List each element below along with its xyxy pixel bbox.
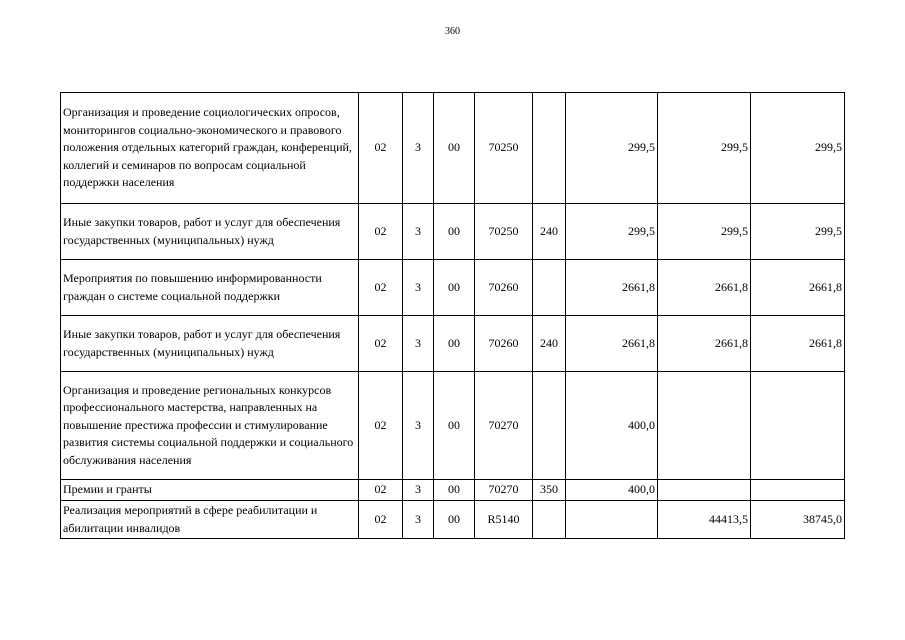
page-number: 360 (445, 26, 460, 37)
value-cell (658, 372, 751, 480)
code-cell (533, 93, 566, 204)
code-cell: 00 (434, 501, 475, 539)
code-cell (533, 501, 566, 539)
code-cell: 00 (434, 316, 475, 372)
table-row (61, 260, 845, 316)
code-cell: 70270 (475, 480, 533, 501)
row-name: Организация и проведение региональных конкурсов профессионального мастерства, направленных на повышение престижа профессии и стимулирование развития системы социальной поддержки и социального обслуживания населения (61, 372, 359, 480)
code-cell: 00 (434, 480, 475, 501)
value-cell: 2661,8 (658, 260, 751, 316)
value-cell: 299,5 (566, 204, 658, 260)
code-cell: 00 (434, 260, 475, 316)
value-cell (751, 480, 845, 501)
table-row (61, 93, 845, 204)
value-cell: 299,5 (658, 93, 751, 204)
code-cell: 3 (403, 480, 434, 501)
value-cell: 299,5 (751, 93, 845, 204)
table-row (61, 316, 845, 372)
code-cell: 02 (359, 316, 403, 372)
table-row (61, 204, 845, 260)
code-cell: 70250 (475, 93, 533, 204)
value-cell: 400,0 (566, 480, 658, 501)
table-row (61, 501, 845, 539)
code-cell (533, 260, 566, 316)
code-cell: 3 (403, 501, 434, 539)
value-cell: 2661,8 (566, 316, 658, 372)
code-cell: 70260 (475, 260, 533, 316)
value-cell: 400,0 (566, 372, 658, 480)
code-cell: R5140 (475, 501, 533, 539)
code-cell: 02 (359, 204, 403, 260)
value-cell (566, 501, 658, 539)
code-cell: 00 (434, 204, 475, 260)
row-name: Организация и проведение социологических опросов, мониторингов социально-экономического и правового положения отдельных категорий граждан, конференций, коллегий и семинаров по вопросам социальной поддержки населения (61, 93, 359, 204)
code-cell: 350 (533, 480, 566, 501)
value-cell: 2661,8 (751, 260, 845, 316)
code-cell: 70270 (475, 372, 533, 480)
code-cell: 3 (403, 316, 434, 372)
code-cell: 00 (434, 372, 475, 480)
value-cell: 2661,8 (658, 316, 751, 372)
value-cell: 299,5 (658, 204, 751, 260)
code-cell: 02 (359, 501, 403, 539)
code-cell: 02 (359, 480, 403, 501)
budget-table (60, 92, 845, 539)
row-name: Реализация мероприятий в сфере реабилитации и абилитации инвалидов (61, 501, 359, 539)
code-cell: 02 (359, 372, 403, 480)
row-name: Мероприятия по повышению информированности граждан о системе социальной поддержки (61, 260, 359, 316)
value-cell (658, 480, 751, 501)
code-cell (533, 372, 566, 480)
value-cell: 2661,8 (751, 316, 845, 372)
value-cell: 38745,0 (751, 501, 845, 539)
code-cell: 3 (403, 260, 434, 316)
code-cell: 3 (403, 93, 434, 204)
code-cell: 240 (533, 204, 566, 260)
value-cell (751, 372, 845, 480)
value-cell: 299,5 (566, 93, 658, 204)
value-cell: 44413,5 (658, 501, 751, 539)
row-name: Премии и гранты (61, 480, 359, 501)
table-row (61, 372, 845, 480)
code-cell: 02 (359, 260, 403, 316)
row-name: Иные закупки товаров, работ и услуг для обеспечения государственных (муниципальных) нужд (61, 316, 359, 372)
code-cell: 70260 (475, 316, 533, 372)
value-cell: 2661,8 (566, 260, 658, 316)
code-cell: 3 (403, 372, 434, 480)
code-cell: 00 (434, 93, 475, 204)
code-cell: 70250 (475, 204, 533, 260)
value-cell: 299,5 (751, 204, 845, 260)
row-name: Иные закупки товаров, работ и услуг для обеспечения государственных (муниципальных) нужд (61, 204, 359, 260)
table-row (61, 480, 845, 501)
code-cell: 3 (403, 204, 434, 260)
code-cell: 02 (359, 93, 403, 204)
code-cell: 240 (533, 316, 566, 372)
